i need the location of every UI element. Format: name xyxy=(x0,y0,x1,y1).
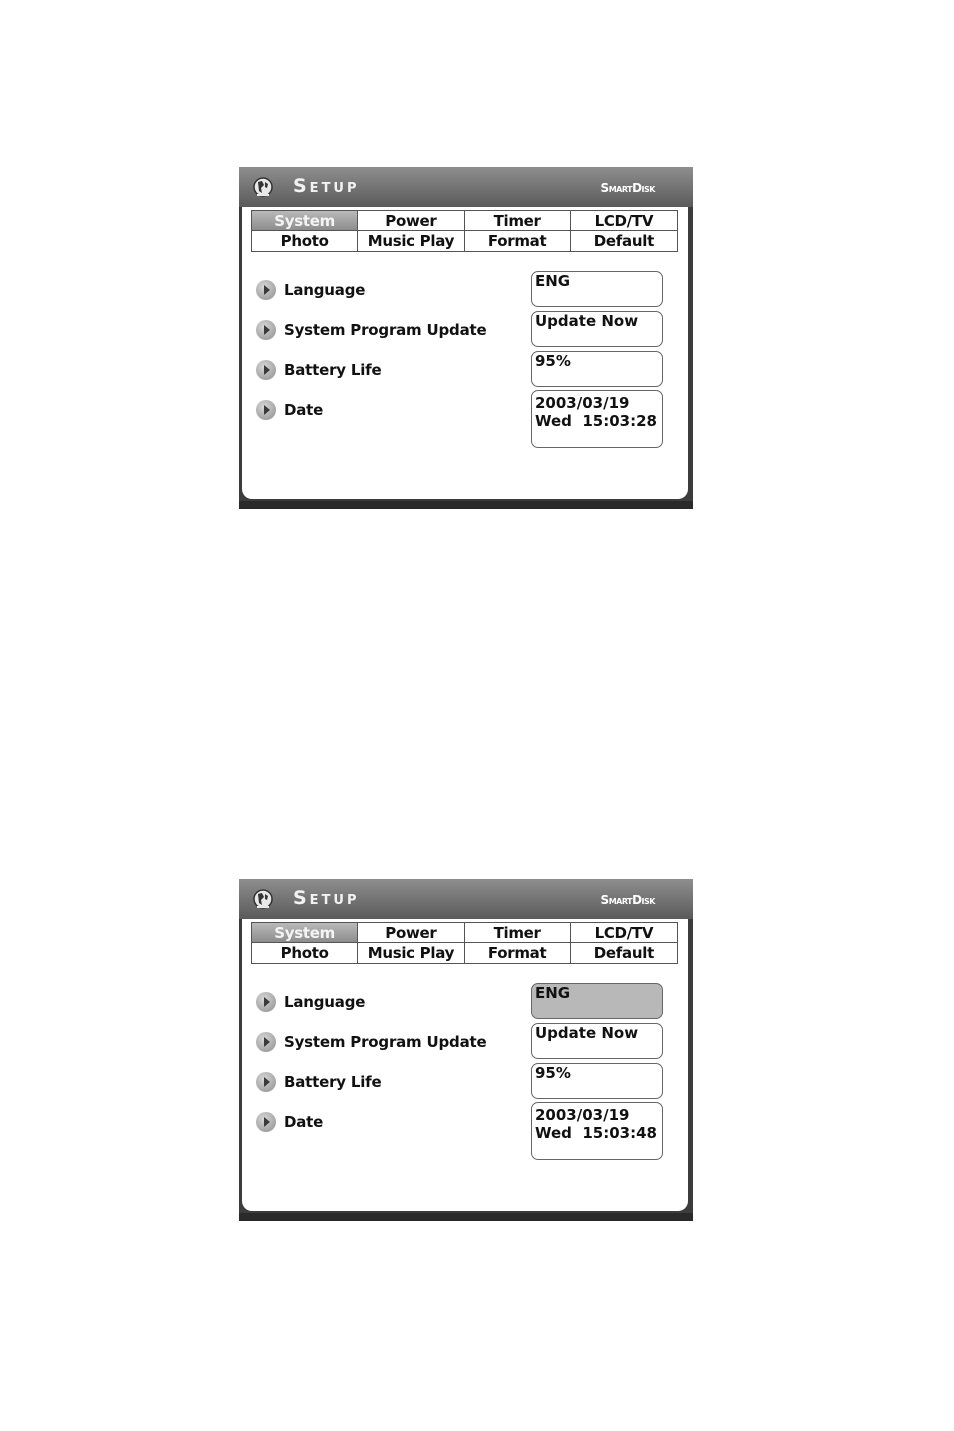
update-field[interactable] xyxy=(531,1023,663,1059)
battery-field xyxy=(531,351,663,387)
tab-music-play[interactable]: Music Play xyxy=(358,231,464,251)
arrow-bullet-icon xyxy=(256,400,276,420)
day-time-value: Wed 15:03:28 xyxy=(535,412,657,430)
tab-power[interactable]: Power xyxy=(358,923,464,943)
field-value: ENG xyxy=(535,984,571,1002)
setting-label: Date xyxy=(284,1113,324,1131)
brand-logo: SmartDisk xyxy=(600,893,655,907)
tab-grid xyxy=(251,210,678,252)
bezel-bottom xyxy=(239,501,693,509)
setting-row-language[interactable] xyxy=(256,277,365,303)
tab-photo[interactable]: Photo xyxy=(252,231,358,251)
setting-label: Battery Life xyxy=(284,1073,382,1091)
day-time-value: Wed 15:03:48 xyxy=(535,1124,657,1142)
setup-screen-2 xyxy=(239,879,693,1221)
screen-title: Setup xyxy=(293,887,360,909)
language-field[interactable] xyxy=(531,983,663,1019)
setting-row-date[interactable] xyxy=(256,397,323,423)
setting-label: Language xyxy=(284,281,366,299)
tab-music-play[interactable]: Music Play xyxy=(358,943,464,963)
date-value: 2003/03/19 xyxy=(535,1106,630,1124)
date-field[interactable] xyxy=(531,1102,663,1160)
setting-label: Battery Life xyxy=(284,361,382,379)
date-value: 2003/03/19 xyxy=(535,394,630,412)
tab-format[interactable]: Format xyxy=(465,231,571,251)
setting-row-system-program-update[interactable] xyxy=(256,1029,486,1055)
setting-label: Date xyxy=(284,401,324,419)
tab-lcd-tv[interactable]: LCD/TV xyxy=(571,211,677,231)
field-value: Update Now xyxy=(535,1024,639,1042)
arrow-bullet-icon xyxy=(256,1072,276,1092)
setting-row-language[interactable] xyxy=(256,989,365,1015)
tab-format[interactable]: Format xyxy=(465,943,571,963)
tab-system[interactable]: System xyxy=(252,923,358,943)
field-value: 95% xyxy=(535,1064,571,1082)
setting-label: System Program Update xyxy=(284,321,487,339)
tab-timer[interactable]: Timer xyxy=(465,211,571,231)
language-field[interactable] xyxy=(531,271,663,307)
field-value: ENG xyxy=(535,272,571,290)
setup-panel xyxy=(242,919,688,1211)
update-field[interactable] xyxy=(531,311,663,347)
arrow-bullet-icon xyxy=(256,1112,276,1132)
setting-row-date[interactable] xyxy=(256,1109,323,1135)
setup-screen-1 xyxy=(239,167,693,509)
tab-power[interactable]: Power xyxy=(358,211,464,231)
title-bar xyxy=(239,879,693,919)
setting-label: Language xyxy=(284,993,366,1011)
tab-default[interactable]: Default xyxy=(593,944,654,962)
setup-globe-icon xyxy=(252,176,274,198)
field-value: Update Now xyxy=(535,312,639,330)
tab-timer[interactable]: Timer xyxy=(465,923,571,943)
arrow-bullet-icon xyxy=(256,320,276,340)
field-value: 95% xyxy=(535,352,571,370)
screen-title: Setup xyxy=(293,175,360,197)
tab-photo[interactable]: Photo xyxy=(252,943,358,963)
title-bar xyxy=(239,167,693,207)
date-field[interactable] xyxy=(531,390,663,448)
arrow-bullet-icon xyxy=(256,992,276,1012)
tab-system[interactable]: System xyxy=(252,211,358,231)
bezel-bottom xyxy=(239,1213,693,1221)
setting-label: System Program Update xyxy=(284,1033,487,1051)
setting-row-system-program-update[interactable] xyxy=(256,317,486,343)
battery-field xyxy=(531,1063,663,1099)
arrow-bullet-icon xyxy=(256,360,276,380)
setup-panel xyxy=(242,207,688,499)
tab-default[interactable]: Default xyxy=(593,232,654,250)
brand-logo: SmartDisk xyxy=(600,181,655,195)
setting-row-battery-life xyxy=(256,1069,381,1095)
arrow-bullet-icon xyxy=(256,280,276,300)
setting-row-battery-life xyxy=(256,357,381,383)
tab-lcd-tv[interactable]: LCD/TV xyxy=(571,923,677,943)
tab-grid xyxy=(251,922,678,964)
setup-globe-icon xyxy=(252,888,274,910)
arrow-bullet-icon xyxy=(256,1032,276,1052)
